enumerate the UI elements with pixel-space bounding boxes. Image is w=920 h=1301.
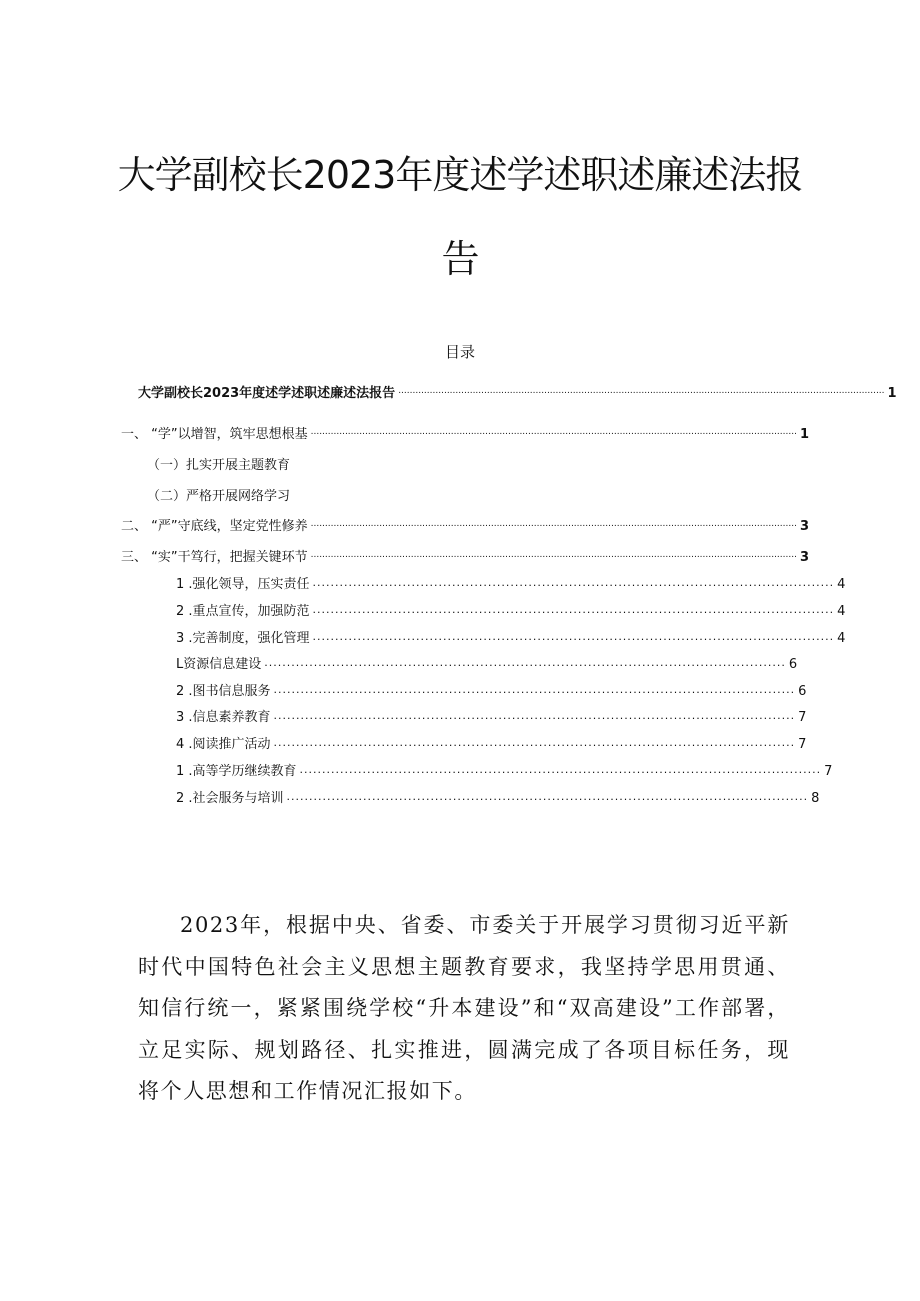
toc-entry-page: 1	[799, 427, 809, 442]
toc-entry-text: 3 .信息素养教育	[176, 710, 271, 725]
toc-entry-page: 3	[799, 550, 809, 565]
toc-leader-dots: ....................................................................................................................	[312, 630, 835, 643]
toc-entry[interactable]	[121, 514, 809, 534]
toc-entry-text: L资源信息建设	[176, 657, 262, 672]
toc-entry-page: 6	[798, 684, 807, 699]
toc-leader-dots: ....................................................................................................................	[273, 709, 796, 722]
toc-leader-dots: ..........................................................................................................................................................................	[398, 386, 885, 396]
document-title-line-2: 告	[441, 237, 479, 281]
toc-entry-page: 4	[837, 631, 846, 646]
toc-leader-dots: ....................................................................................................................	[273, 736, 796, 749]
toc-entry-page: 4	[837, 577, 846, 592]
toc-leader-dots: ....................................................................................................................	[312, 576, 835, 589]
toc-entry-page: 7	[798, 737, 807, 752]
toc-entry-page: 7	[824, 764, 833, 779]
toc-entry-text: 1 .强化领导，压实责任	[176, 577, 310, 592]
toc-entry-text: 大学副校长2023年度述学述职述廉述法报告	[138, 386, 396, 401]
toc-entry[interactable]	[138, 381, 897, 401]
toc-leader-dots: ....................................................................................................................	[264, 656, 786, 669]
toc-entry[interactable]	[176, 705, 807, 725]
toc-leader-dots: ....................................................................................................................	[299, 763, 822, 776]
toc-entry-text: 一、 “学”以增智，筑牢思想根基	[121, 427, 308, 442]
toc-leader-dots: ....................................................................................................................	[286, 790, 809, 803]
toc-entry-text: 三、 “实”干笃行，把握关键环节	[121, 550, 308, 565]
body-paragraph: 2023年，根据中央、省委、市委关于开展学习贯彻习近平新时代中国特色社会主义思想主题教育要求，我坚持学思用贯通、知信行统一，紧紧围绕学校“升本建设”和“双高建设”工作部署，立足实际、规划路径、扎实推进，圆满完成了各项目标任务，现将个人思想和工作情况汇报如下。	[138, 913, 790, 1103]
toc-leader-dots: ..........................................................................................................................................................................	[310, 550, 797, 560]
toc-entry-text: 二、 “严”守底线，坚定党性修养	[121, 519, 308, 534]
toc-entry-text: 1 .高等学历继续教育	[176, 764, 297, 779]
toc-entry[interactable]	[176, 599, 846, 619]
toc-entry[interactable]	[176, 626, 846, 646]
toc-entry-page: 7	[798, 710, 807, 725]
toc-leader-dots: ....................................................................................................................	[312, 603, 835, 616]
toc-entry-page: 6	[788, 657, 798, 672]
toc-entry[interactable]	[121, 545, 809, 565]
toc-entry-text: 2 .社会服务与培训	[176, 791, 284, 806]
toc-entry[interactable]	[121, 422, 809, 442]
toc-entry-text: 4 .阅读推广活动	[176, 737, 271, 752]
toc-entry-text: 2 .重点宣传，加强防范	[176, 604, 310, 619]
toc-leader-dots: ....................................................................................................................	[273, 683, 796, 696]
toc-entry-page: 8	[811, 791, 820, 806]
toc-entry-text: （一）扎实开展主题教育	[147, 458, 291, 473]
document-title-line-1: 大学副校长2023年度述学述职述廉述法报	[117, 153, 803, 197]
toc-entry[interactable]	[176, 759, 833, 779]
toc-entry[interactable]	[147, 453, 778, 473]
toc-entry-page: 4	[837, 604, 846, 619]
toc-entry[interactable]	[176, 572, 846, 592]
toc-entry-page: 3	[799, 519, 809, 534]
toc-entry[interactable]	[176, 652, 798, 672]
toc-entry-page: 1	[887, 386, 897, 401]
toc-heading: 目录	[444, 343, 475, 361]
toc-entry-text: （二）严格开展网络学习	[147, 489, 291, 504]
toc-entry[interactable]	[176, 732, 807, 752]
toc-entry[interactable]	[176, 786, 820, 806]
toc-leader-dots: ..........................................................................................................................................................................	[310, 427, 797, 437]
toc-leader-dots: ..........................................................................................................................................................................	[310, 519, 797, 529]
toc-entry-text: 2 .图书信息服务	[176, 684, 271, 699]
toc-entry[interactable]	[176, 679, 807, 699]
toc-entry-text: 3 .完善制度，强化管理	[176, 631, 310, 646]
toc-entry[interactable]	[147, 484, 778, 504]
